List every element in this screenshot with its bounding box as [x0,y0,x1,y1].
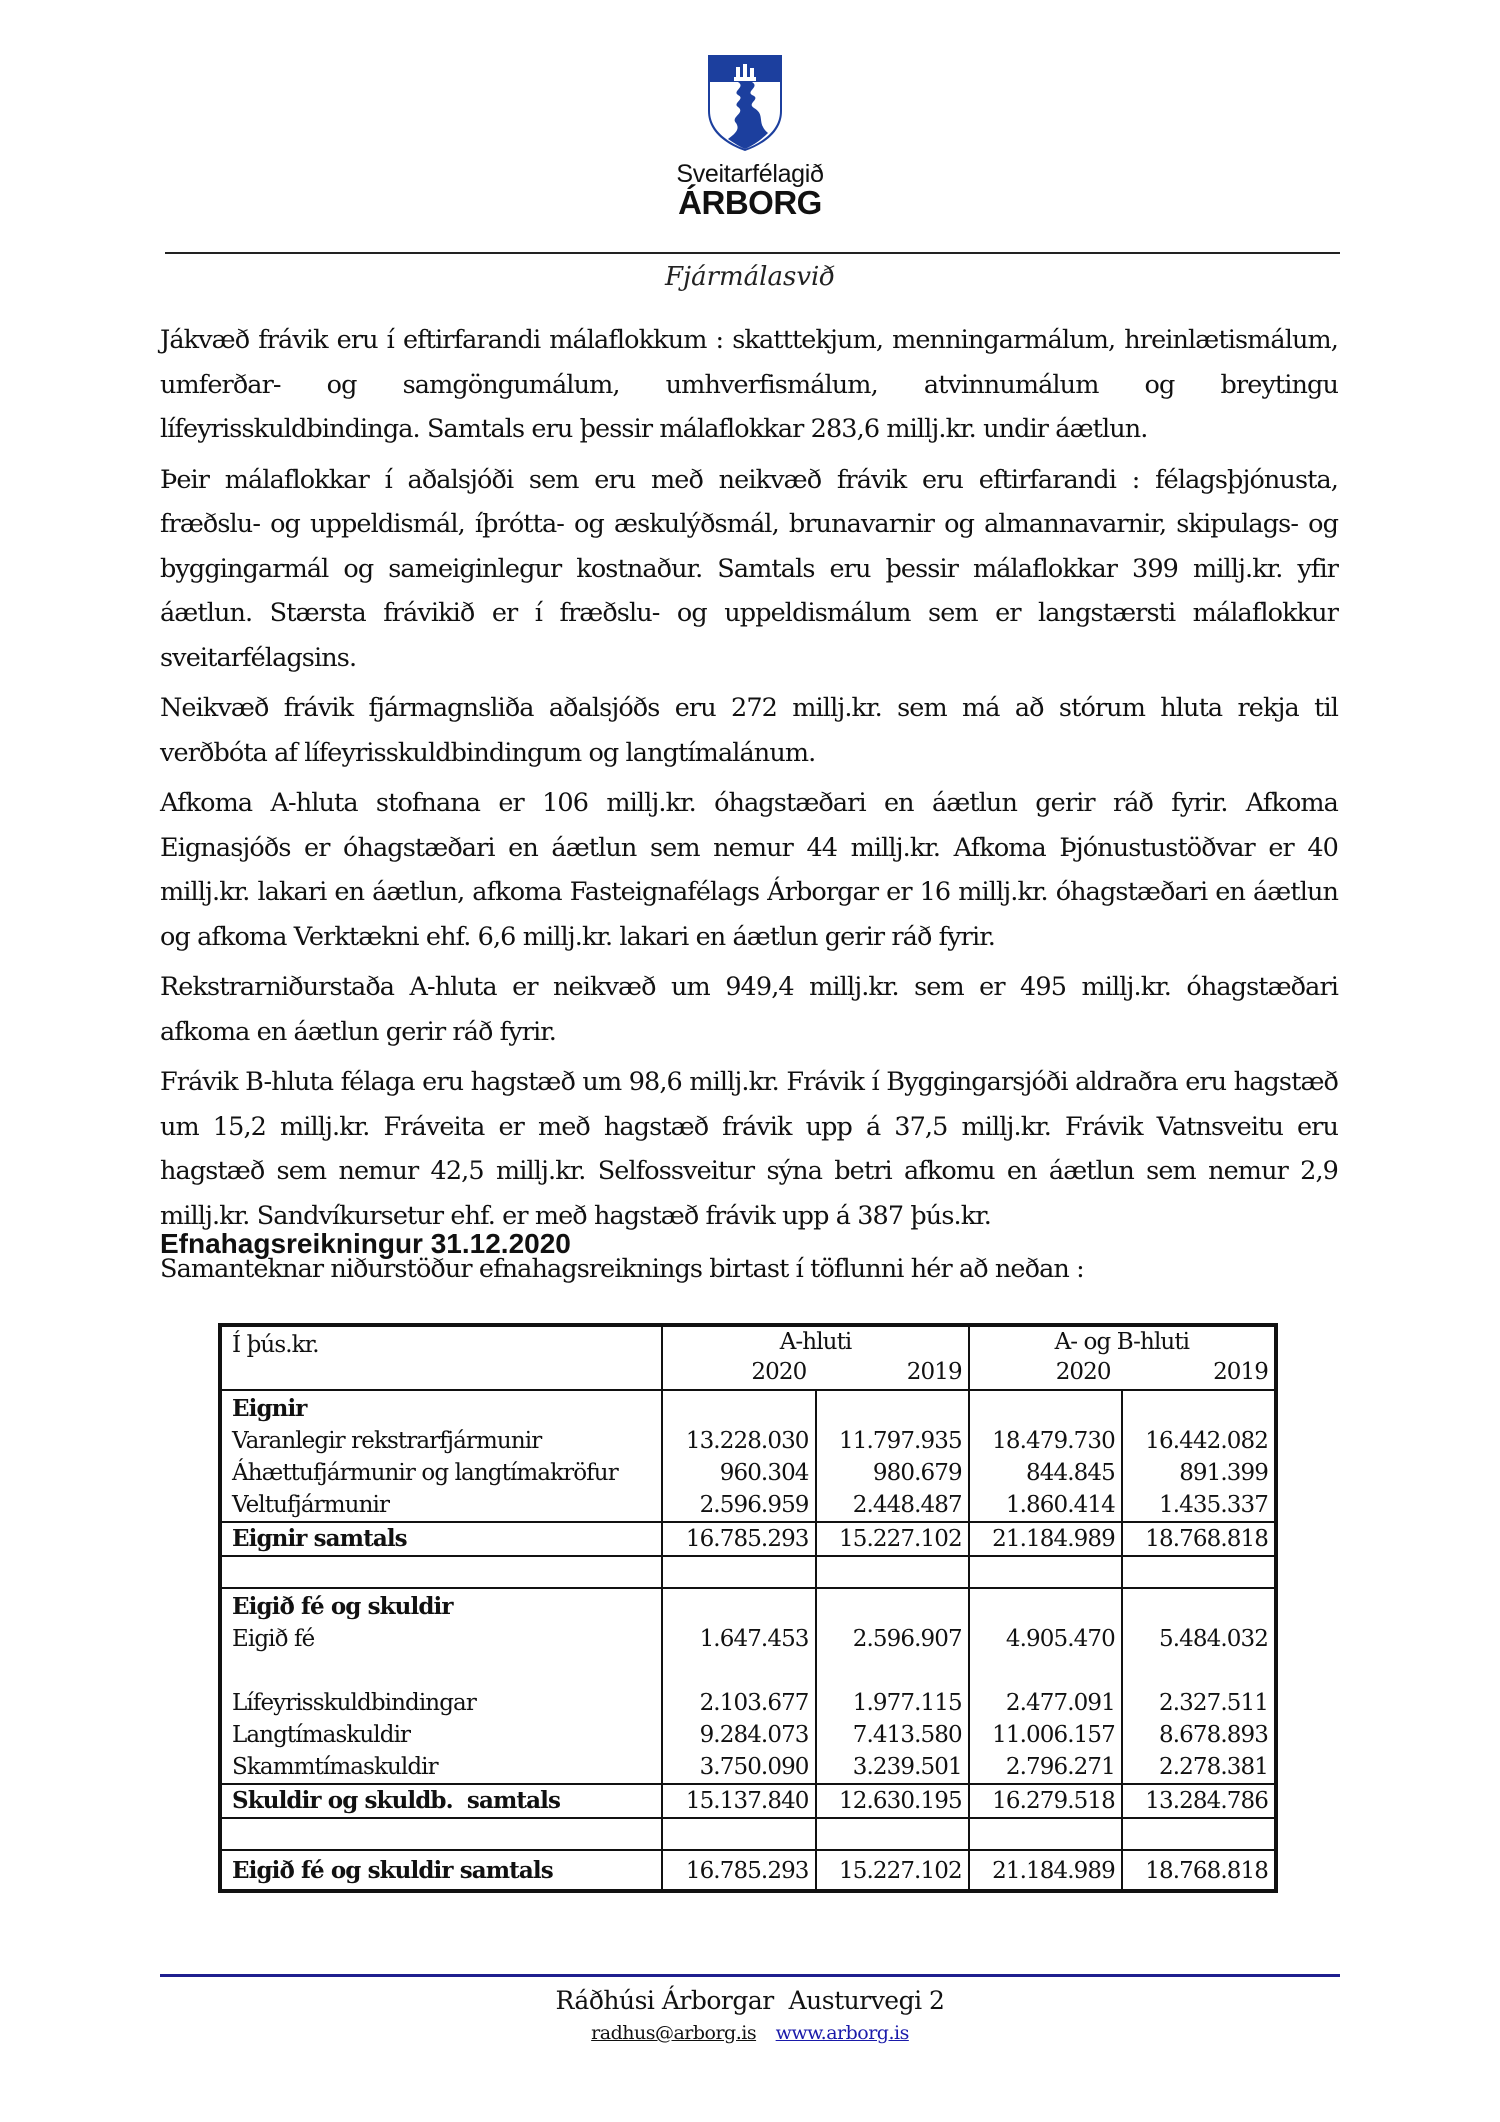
balance-sheet-table [218,1323,1278,1893]
email-link[interactable]: radhus@arborg.is [591,2022,757,2044]
spacer-row [220,1818,1276,1850]
row-label: Skuldir og skuldb. samtals [220,1784,662,1818]
assets-heading: Eignir [232,1395,307,1422]
spacer-row [220,1556,1276,1588]
cell-value: 7.413.580 [852,1722,962,1748]
liabilities-total-row [220,1784,1276,1818]
cell-value: 16.785.293 [662,1850,815,1891]
cell-value: 21.184.989 [969,1522,1122,1556]
cell-value: 15.227.102 [816,1522,969,1556]
cell-value: 2.448.487 [852,1492,962,1518]
year-header: 2020 [751,1359,807,1385]
arborg-coat-of-arms-icon [706,53,784,153]
row-label: Veltufjármunir [232,1492,390,1518]
row-label: Lífeyrisskuldbindingar [232,1690,476,1716]
year-header: 2019 [906,1359,962,1385]
cell-value: 2.596.959 [699,1492,809,1518]
cell-value: 13.284.786 [1122,1784,1276,1818]
cell-value: 9.284.073 [699,1722,809,1748]
cell-value: 15.227.102 [816,1850,969,1891]
footer-address: Ráðhúsi Árborgar Austurvegi 2 [555,1986,945,2015]
header-divider [165,252,1340,254]
cell-value: 16.442.082 [1145,1428,1268,1454]
cell-value: 2.596.907 [852,1626,962,1652]
cell-value: 12.630.195 [816,1784,969,1818]
cell-value: 2.278.381 [1159,1754,1268,1780]
paragraph: Neikvæð frávik fjármagnsliða aðalsjóðs eru 272 millj.kr. sem má að stórum hluta rekja til verðbóta af lífeyrisskuldbindingum og langtímalánum. [160,693,1338,768]
cell-value: 4.905.470 [1005,1626,1115,1652]
cell-value: 16.785.293 [662,1522,815,1556]
cell-value: 21.184.989 [969,1850,1122,1891]
website-link[interactable]: www.arborg.is [775,2022,909,2044]
cell-value: 18.768.818 [1122,1522,1276,1556]
cell-value: 1.977.115 [852,1690,962,1716]
assets-block [220,1390,1276,1522]
cell-value: 3.750.090 [699,1754,809,1780]
cell-value: 18.768.818 [1122,1850,1276,1891]
row-label: Eigið fé og skuldir samtals [220,1850,662,1891]
equity-liabilities-heading: Eigið fé og skuldir [232,1593,453,1620]
paragraph: Rekstrarniðurstaða A-hluta er neikvæð um 949,4 millj.kr. sem er 495 millj.kr. óhagstæðari afkoma en áætlun gerir ráð fyrir. [160,972,1338,1047]
cell-value: 8.678.893 [1159,1722,1268,1748]
cell-value: 960.304 [719,1460,809,1486]
cell-value: 16.279.518 [969,1784,1122,1818]
cell-value: 2.103.677 [699,1690,809,1716]
cell-value: 1.435.337 [1159,1492,1268,1518]
cell-value: 844.845 [1026,1460,1115,1486]
paragraph: Frávik B-hluta félaga eru hagstæð um 98,6 millj.kr. Frávik í Byggingarsjóði aldraðra eru hagstæð um 15,2 millj.kr. Fráveita er með hagstæð frávik upp á 37,5 millj.kr. Frávik Vatnsveitu eru hagstæð sem nemur 42,5 millj.kr. Selfossveitur sýna betri afkomu en áætlun sem nemur 2,9 millj.kr. Sandvíkursetur ehf. er með hagstæð frávik upp á 387 þús.kr. [160,1067,1338,1231]
cell-value: 2.796.271 [1005,1754,1115,1780]
cell-value: 1.647.453 [699,1626,809,1652]
year-header: 2019 [1213,1359,1268,1385]
department-title: Fjármálasvið [664,262,835,292]
year-header: 2020 [1055,1359,1111,1385]
brand-name-main: ÁRBORG [678,184,822,221]
cell-value: 980.679 [872,1460,962,1486]
row-label: Eigið fé [232,1626,315,1652]
paragraph: Afkoma A-hluta stofnana er 106 millj.kr. óhagstæðari en áætlun gerir ráð fyrir. Afkoma Eignasjóðs er óhagstæðari en áætlun sem nemur 44 millj.kr. Afkoma Þjónustustöðvar er 40 millj.kr. lakari en áætlun, afkoma Fasteignafélags Árborgar er 16 millj.kr. óhagstæðari en áætlun og afkoma Verktækni ehf. 6,6 millj.kr. lakari en áætlun gerir ráð fyrir. [160,788,1338,952]
cell-value: 2.477.091 [1005,1690,1115,1716]
table-header-row [220,1325,1276,1390]
paragraph: Þeir málaflokkar í aðalsjóði sem eru með neikvæð frávik eru eftirfarandi : félagsþjónusta, fræðslu- og uppeldismál, íþrótta- og æskulýðsmál, brunavarnir og almannavarnir, skipulags- og byggingarmál og sameiginlegur kostnaður. Samtals eru þessir málaflokkar 399 millj.kr. yfir áætlun. Stærsta frávikið er í fræðslu- og uppeldismálum sem er langstærsti málaflokkur sveitarfélagsins. [160,464,1338,673]
equity-liabilities-block [220,1588,1276,1784]
brand-name-sub: Sveitarfélagið [676,160,824,188]
cell-value: 15.137.840 [662,1784,815,1818]
unit-label-cell [220,1325,662,1390]
row-label: Eignir samtals [220,1522,662,1556]
footer-links [0,2022,1500,2044]
group-header-a [662,1325,968,1390]
cell-value: 11.006.157 [992,1722,1115,1748]
footer-divider [160,1974,1340,1977]
cell-value: 18.479.730 [992,1428,1115,1454]
section-title: Efnahagsreikningur 31.12.2020 [160,1228,571,1259]
cell-value: 11.797.935 [838,1428,962,1454]
row-label: Áhættufjármunir og langtímakröfur [232,1460,618,1486]
row-label: Varanlegir rekstrarfjármunir [232,1428,542,1454]
grand-total-row [220,1850,1276,1891]
group-label: A-hluti [779,1329,852,1355]
body-text [160,318,1338,1238]
section-subtitle: Samanteknar niðurstöður efnahagsreiknings birtast í töflunni hér að neðan : [160,1254,1084,1284]
paragraph: Jákvæð frávik eru í eftirfarandi málaflokkum : skatttekjum, menningarmálum, hreinlætismálum, umferðar- og samgöngumálum, umhverfismálum, atvinnumálum og breytingu lífeyrisskuldbindinga. Samtals eru þessir málaflokkar 283,6 millj.kr. undir áætlun. [160,325,1338,444]
cell-value: 13.228.030 [685,1428,809,1454]
group-label: A- og B-hluti [1054,1329,1190,1355]
cell-value: 1.860.414 [1005,1492,1115,1518]
unit-label: Í þús.kr. [232,1332,319,1358]
assets-total-row [220,1522,1276,1556]
row-label: Langtímaskuldir [232,1722,411,1748]
cell-value: 2.327.511 [1159,1690,1268,1716]
row-label: Skammtímaskuldir [232,1754,438,1780]
cell-value: 891.399 [1179,1460,1268,1486]
group-header-ab [969,1325,1276,1390]
cell-value: 3.239.501 [852,1754,962,1780]
cell-value: 5.484.032 [1159,1626,1268,1652]
